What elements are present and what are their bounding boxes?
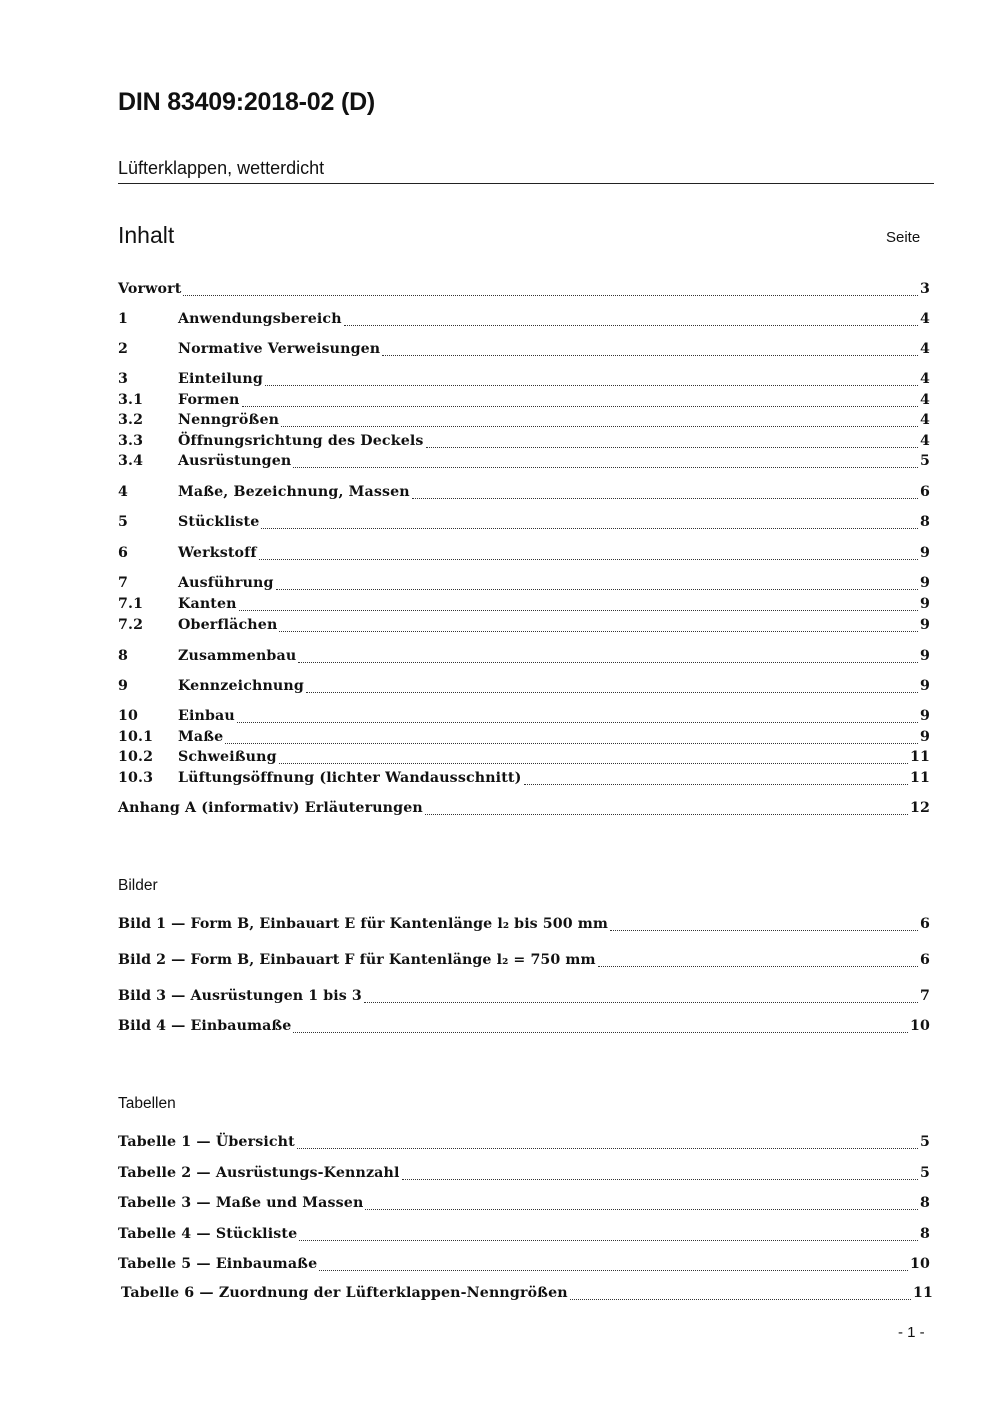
dot-leader (237, 721, 918, 723)
document-title: DIN 83409:2018-02 (D) (118, 88, 376, 116)
toc-entry[interactable] (118, 514, 930, 534)
dot-leader (281, 425, 918, 427)
entry-title: Einteilung (178, 371, 263, 387)
dot-leader (412, 497, 918, 499)
entry-page: 11 (909, 749, 930, 765)
entry-title: Formen (178, 392, 240, 408)
entry-number: 4 (118, 484, 129, 500)
entry-number: 2 (118, 341, 129, 357)
tables-heading: Tabellen (118, 1095, 176, 1112)
entry-title: Kennzeichnung (178, 678, 304, 694)
dot-leader (259, 558, 918, 560)
dot-leader (297, 1147, 918, 1149)
dot-leader (610, 929, 918, 931)
entry-page: 11 (909, 770, 930, 786)
toc-entry[interactable] (118, 617, 930, 637)
entry-page: 9 (919, 545, 930, 561)
entry-title: Nenngrößen (178, 412, 280, 428)
figures-heading: Bilder (118, 877, 158, 894)
entry-page: 8 (919, 1195, 930, 1211)
dot-leader (299, 1239, 918, 1241)
toc-entry[interactable] (118, 453, 930, 473)
entry-title: Maße (178, 729, 224, 745)
entry-number: 7.2 (118, 617, 144, 633)
figure-entry[interactable] (118, 916, 930, 936)
figure-entry[interactable] (118, 952, 930, 972)
figure-entry[interactable] (118, 1018, 930, 1038)
entry-title: Zusammenbau (178, 648, 297, 664)
entry-title: Tabelle 2 — Ausrüstungs-Kennzahl (118, 1165, 400, 1181)
dot-leader (261, 527, 918, 529)
dot-leader (293, 1031, 908, 1033)
entry-number: 10.1 (118, 729, 154, 745)
entry-page: 10 (909, 1256, 930, 1272)
table-entry[interactable] (121, 1285, 933, 1305)
entry-page: 9 (919, 708, 930, 724)
page-number: - 1 - (898, 1324, 925, 1341)
entry-page: 4 (919, 433, 930, 449)
dot-leader (298, 661, 918, 663)
entry-page: 9 (919, 648, 930, 664)
entry-title: Tabelle 1 — Übersicht (118, 1134, 295, 1150)
dot-leader (382, 354, 918, 356)
dot-leader (183, 294, 918, 296)
dot-leader (425, 813, 908, 815)
entry-title: Tabelle 6 — Zuordnung der Lüfterklappen-Nenngrößen (121, 1285, 568, 1301)
entry-title: Normative Verweisungen (178, 341, 381, 357)
entry-number: 10.2 (118, 749, 154, 765)
entry-page: 4 (919, 392, 930, 408)
dot-leader (265, 384, 918, 386)
entry-number: 9 (118, 678, 129, 694)
entry-title: Bild 4 — Einbaumaße (118, 1018, 292, 1034)
entry-number: 3 (118, 371, 129, 387)
entry-number: 10.3 (118, 770, 154, 786)
entry-number: 3.4 (118, 453, 144, 469)
toc-heading: Inhalt (118, 222, 175, 248)
entry-page: 4 (919, 412, 930, 428)
entry-title: Werkstoff (178, 545, 257, 561)
toc-entry[interactable] (118, 596, 930, 616)
dot-leader (364, 1001, 918, 1003)
entry-title: Anwendungsbereich (178, 311, 342, 327)
entry-title: Ausführung (178, 575, 274, 591)
toc-entry[interactable] (118, 433, 930, 453)
toc-entry[interactable] (118, 648, 930, 668)
entry-title: Kanten (178, 596, 237, 612)
entry-title: Tabelle 3 — Maße und Massen (118, 1195, 364, 1211)
entry-title: Schweißung (178, 749, 277, 765)
dot-leader (306, 691, 918, 693)
entry-page: 9 (919, 575, 930, 591)
dot-leader (402, 1178, 918, 1180)
entry-title: Einbau (178, 708, 235, 724)
dot-leader (426, 446, 918, 448)
entry-number: 5 (118, 514, 129, 530)
entry-page: 12 (909, 800, 930, 816)
entry-page: 5 (919, 453, 930, 469)
page-column-label: Seite (886, 229, 921, 246)
entry-page: 7 (919, 988, 930, 1004)
entry-page: 9 (919, 617, 930, 633)
entry-page: 4 (919, 371, 930, 387)
dot-leader (344, 324, 918, 326)
toc-entry[interactable] (118, 311, 930, 331)
entry-number: 1 (118, 311, 129, 327)
entry-page: 5 (919, 1134, 930, 1150)
dot-leader (293, 466, 918, 468)
entry-page: 6 (919, 952, 930, 968)
document-subtitle: Lüfterklappen, wetterdicht (118, 158, 325, 178)
entry-page: 10 (909, 1018, 930, 1034)
entry-page: 9 (919, 596, 930, 612)
entry-title: Bild 3 — Ausrüstungen 1 bis 3 (118, 988, 362, 1004)
dot-leader (279, 630, 918, 632)
toc-entry[interactable] (118, 545, 930, 565)
entry-number: 3.3 (118, 433, 144, 449)
entry-page: 8 (919, 1226, 930, 1242)
toc-entry[interactable] (118, 708, 930, 728)
dot-leader (524, 783, 908, 785)
toc-entry[interactable] (118, 412, 930, 432)
entry-number: 10 (118, 708, 139, 724)
subtitle-divider (118, 183, 934, 184)
toc-entry[interactable] (118, 729, 930, 749)
dot-leader (239, 609, 918, 611)
entry-title: Ausrüstungen (178, 453, 292, 469)
entry-number: 6 (118, 545, 129, 561)
table-entry[interactable] (118, 1195, 930, 1215)
table-entry[interactable] (118, 1134, 930, 1154)
entry-page: 6 (919, 916, 930, 932)
entry-title: Öffnungsrichtung des Deckels (178, 433, 424, 449)
entry-page: 4 (919, 341, 930, 357)
toc-entry[interactable] (118, 281, 930, 301)
entry-number: 8 (118, 648, 129, 664)
toc-entry[interactable] (118, 800, 930, 820)
entry-page: 11 (912, 1285, 933, 1301)
dot-leader (365, 1208, 918, 1210)
entry-page: 4 (919, 311, 930, 327)
entry-title: Vorwort (118, 281, 182, 297)
entry-page: 3 (919, 281, 930, 297)
entry-number: 7 (118, 575, 129, 591)
entry-number: 7.1 (118, 596, 144, 612)
entry-page: 6 (919, 484, 930, 500)
entry-number: 3.1 (118, 392, 144, 408)
entry-page: 9 (919, 678, 930, 694)
entry-title: Lüftungsöffnung (lichter Wandausschnitt) (178, 770, 522, 786)
dot-leader (319, 1269, 908, 1271)
toc-entry[interactable] (118, 341, 930, 361)
entry-title: Bild 2 — Form B, Einbauart F für Kantenlänge l₂ = 750 mm (118, 952, 596, 968)
toc-entry[interactable] (118, 749, 930, 769)
entry-title: Anhang A (informativ) Erläuterungen (118, 800, 423, 816)
entry-page: 9 (919, 729, 930, 745)
dot-leader (276, 588, 918, 590)
toc-entry[interactable] (118, 371, 930, 391)
figure-entry[interactable] (118, 988, 930, 1008)
toc-entry[interactable] (118, 770, 930, 790)
entry-title: Maße, Bezeichnung, Massen (178, 484, 410, 500)
toc-entry[interactable] (118, 484, 930, 504)
dot-leader (225, 742, 918, 744)
entry-title: Tabelle 5 — Einbaumaße (118, 1256, 318, 1272)
toc-entry[interactable] (118, 678, 930, 698)
table-entry[interactable] (118, 1165, 930, 1185)
dot-leader (598, 965, 918, 967)
table-entry[interactable] (118, 1226, 930, 1246)
toc-entry[interactable] (118, 392, 930, 412)
dot-leader (242, 405, 918, 407)
entry-title: Stückliste (178, 514, 260, 530)
toc-entry[interactable] (118, 575, 930, 595)
dot-leader (279, 762, 908, 764)
entry-page: 5 (919, 1165, 930, 1181)
entry-title: Tabelle 4 — Stückliste (118, 1226, 298, 1242)
entry-number: 3.2 (118, 412, 144, 428)
entry-title: Bild 1 — Form B, Einbauart E für Kantenlänge l₂ bis 500 mm (118, 916, 608, 932)
table-entry[interactable] (118, 1256, 930, 1276)
entry-page: 8 (919, 514, 930, 530)
entry-title: Oberflächen (178, 617, 278, 633)
dot-leader (570, 1298, 911, 1300)
